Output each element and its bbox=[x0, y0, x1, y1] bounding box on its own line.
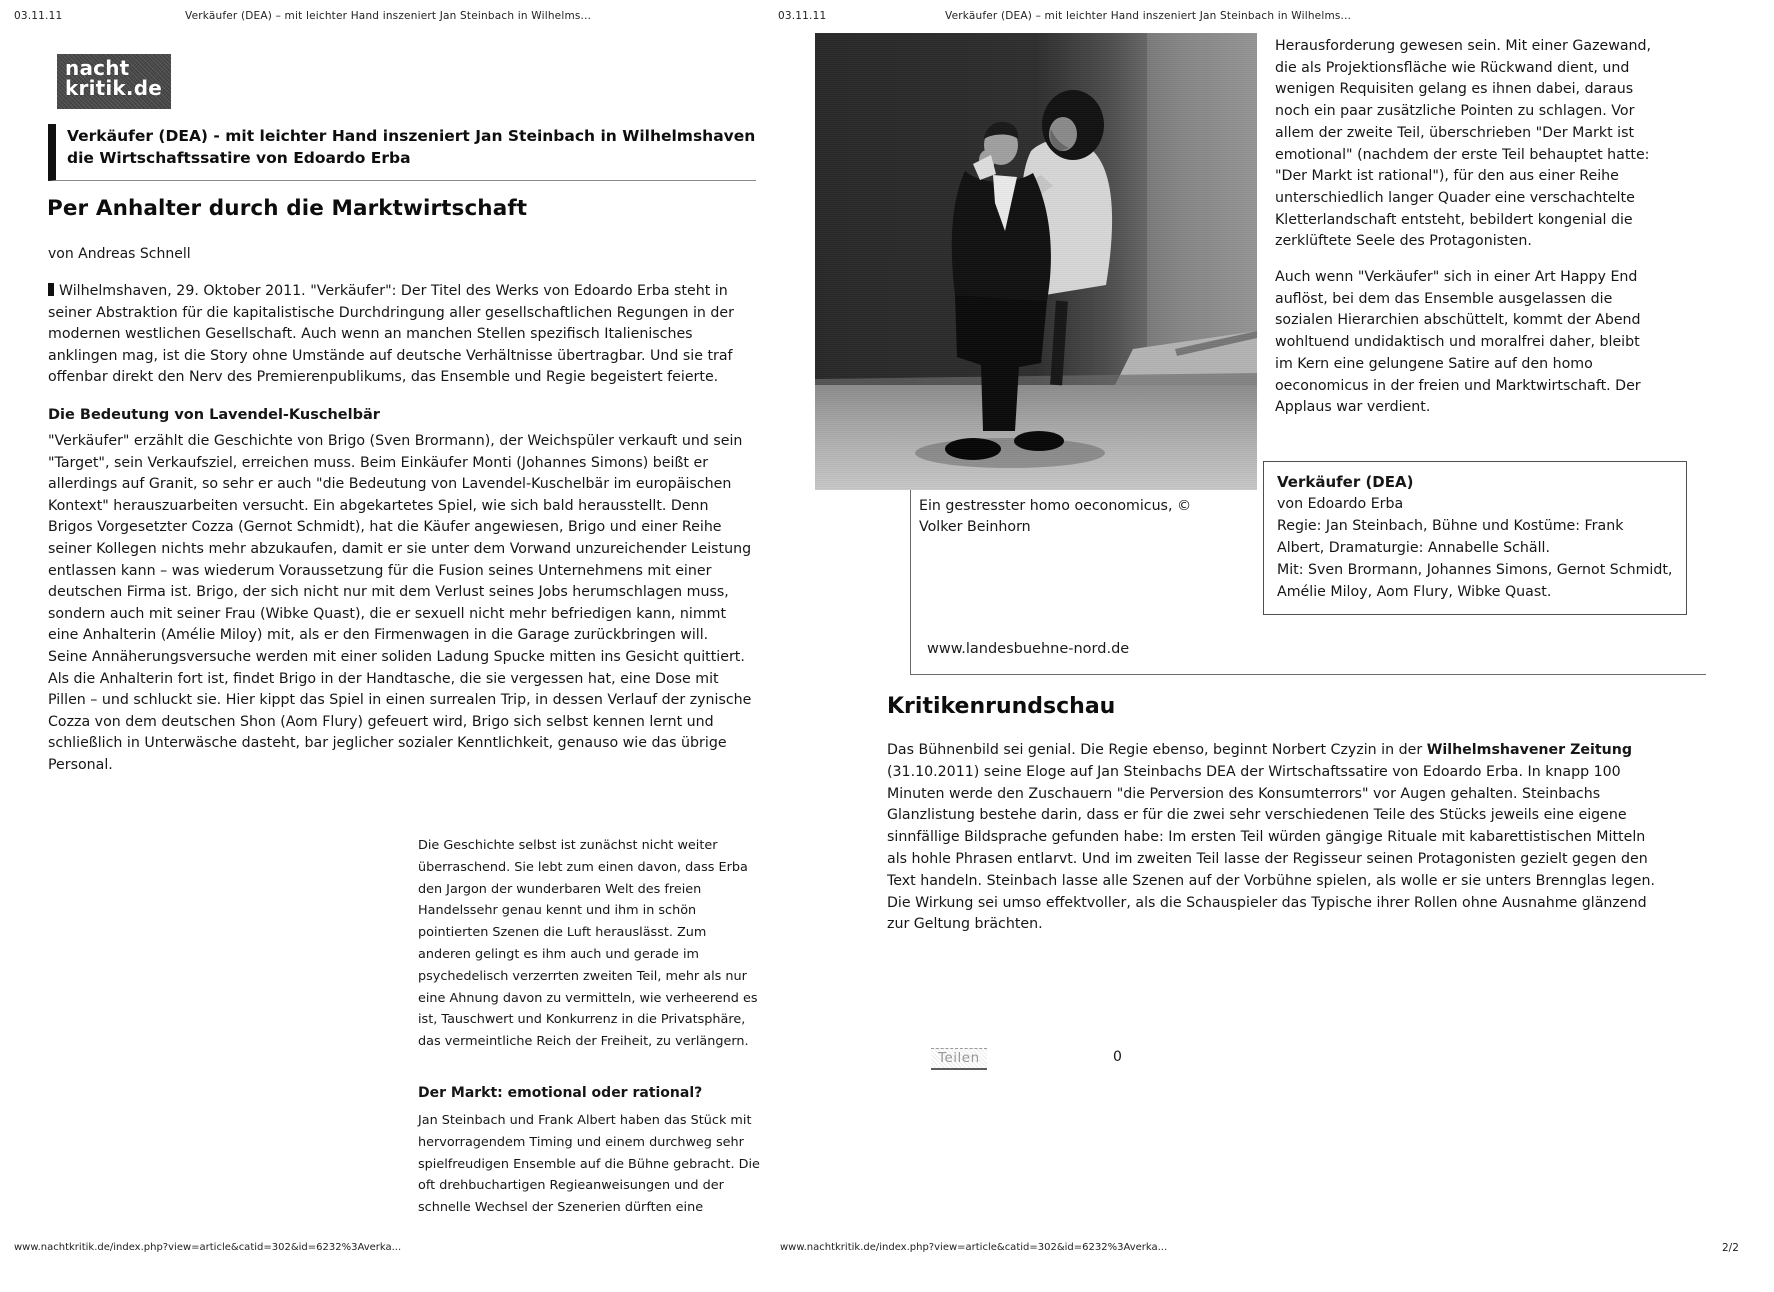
article-kicker: Verkäufer (DEA) - mit leichter Hand inszeniert Jan Steinbach in Wilhelmshaven die Wirtschaftssatire von Edoardo Erba bbox=[48, 124, 756, 181]
photo-caption: Ein gestresster homo oeconomicus, © Volker Beinhorn bbox=[919, 498, 1192, 535]
press-review-intro: Das Bühnenbild sei genial. Die Regie ebenso, beginnt Norbert Czyzin in der bbox=[887, 742, 1427, 758]
header-doc-title: Verkäufer (DEA) – mit leichter Hand inszeniert Jan Steinbach in Wilhelms... bbox=[945, 10, 1352, 22]
analysis-paragraph: Die Geschichte selbst ist zunächst nicht weiter überraschend. Sie lebt zum einen davon, dass Erba den Jargon der wunderbaren Welt des freien Handelssehr genau kennt und ihm in schön pointierten Szenen die Luft herauslässt. Zum anderen gelingt es ihm auch und gerade im psychedelisch verzerrten zweiten Teil, mehr als nur eine Ahnung davon zu vermitteln, wie verheerend es ist, Tauschwert und Konkurrenz in die Privatsphäre, das vermeintliche Reich der Freiheit, zu verlängern. bbox=[418, 838, 758, 1050]
nachtkritik-logo bbox=[57, 54, 171, 109]
page-number: 2/2 bbox=[1722, 1242, 1739, 1254]
press-review-paragraph bbox=[887, 740, 1667, 936]
infobox-credits: Regie: Jan Steinbach, Bühne und Kostüme: Frank Albert, Dramaturgie: Annabelle Schäll. bbox=[1277, 518, 1624, 556]
paragraph-marker bbox=[48, 283, 54, 296]
production-photo bbox=[815, 33, 1257, 490]
logo-line-1: nacht bbox=[65, 56, 130, 80]
section-heading-markt: Der Markt: emotional oder rational? bbox=[418, 1085, 703, 1101]
share-button[interactable]: Teilen bbox=[931, 1048, 987, 1070]
header-doc-title: Verkäufer (DEA) – mit leichter Hand inszeniert Jan Steinbach in Wilhelms... bbox=[185, 10, 592, 22]
theatre-link[interactable]: www.landesbuehne-nord.de bbox=[927, 641, 1130, 657]
header-date: 03.11.11 bbox=[778, 10, 827, 22]
infobox-cast: Mit: Sven Brormann, Johannes Simons, Gernot Schmidt, Amélie Miloy, Aom Flury, Wibke Quast. bbox=[1277, 562, 1673, 600]
share-count: 0 bbox=[1113, 1049, 1122, 1065]
lead-paragraph-text: Wilhelmshaven, 29. Oktober 2011. "Verkäufer": Der Titel des Werks von Edoardo Erba steht in seiner Abstraktion für die kapitalistische Durchdringung aller gesellschaftlichen Regungen in der modernen westlichen Gesellschaft. Auch wenn an manchen Stellen spezifisch Italienisches anklingen mag, ist die Story ohne Umstände auf deutsche Verhältnisse übertragbar. Und sie traf offenbar direkt den Nerv des Premierenpublikums, das Ensemble und Regie begeistert feierte. bbox=[48, 283, 734, 386]
review-column bbox=[1275, 36, 1661, 419]
footer-url: www.nachtkritik.de/index.php?view=article&catid=302&id=6232%3Averka... bbox=[14, 1242, 402, 1253]
press-review-source: Wilhelmshavener Zeitung bbox=[1426, 742, 1633, 758]
production-infobox bbox=[1263, 461, 1687, 615]
section-title-kritikenrundschau: Kritikenrundschau bbox=[887, 694, 1116, 719]
footer-url: www.nachtkritik.de/index.php?view=article&catid=302&id=6232%3Averka... bbox=[780, 1242, 1168, 1253]
infobox-author: von Edoardo Erba bbox=[1277, 496, 1404, 512]
staging-paragraph: Jan Steinbach und Frank Albert haben das Stück mit hervorragendem Timing und einem durchweg sehr spielfreudigen Ensemble auf die Bühne gebracht. Die oft drehbuchartigen Regieanweisungen und der schnelle Wechsel der Szenerien dürften eine bbox=[418, 1113, 760, 1216]
story-paragraph: "Verkäufer" erzählt die Geschichte von Brigo (Sven Brormann), der Weichspüler verkauft und sein "Target", sein Verkaufsziel, erreichen muss. Beim Einkäufer Monti (Johannes Simons) beißt er allerdings auf Granit, so sehr er auch "die Bedeutung von Lavendel-Kuschelbär im europäischen Kontext" herauszuarbeiten versucht. Ein abgekartetes Spiel, wie sich bald herausstellt. Denn Brigos Vorgesetzter Cozza (Gernot Schmidt), hat die Käufer angewiesen, Brigo und einer Reihe seiner Kollegen nichts mehr abzukaufen, damit er sie unter dem Vorwand unzureichender Leistung entlassen kann – was wiederum Voraussetzung für die Fusion seines Unternehmens mit einer deutschen Firma ist. Brigo, der sich nicht nur mit dem Verlust seines Jobs herumschlagen muss, sondern auch mit seiner Frau (Wibke Quast), die er sexuell nicht mehr befriedigen kann, nimmt eine Anhalterin (Amélie Miloy) mit, als er den Firmenwagen in die Garage zurückbringen will. Seine Annäherungsversuche werden mit einer soliden Ladung Spucke mitten ins Gesicht quittiert. Als die Anhalterin fort ist, findet Brigo in der Handtasche, die sie vergessen hat, eine Dose mit Pillen – und schluckt sie. Hier kippt das Spiel in einen surrealen Trip, in dessen Verlauf der zynische Cozza von dem deutschen Shon (Aom Flury) gefeuert wird, Brigo sich selbst kennen lernt und schließlich in Unterwäsche dasteht, bar jeglicher sozialer Kenntlichkeit, genauso wie das übrige Personal. bbox=[48, 433, 752, 773]
byline: von Andreas Schnell bbox=[48, 246, 191, 262]
header-date: 03.11.11 bbox=[14, 10, 63, 22]
page-2 bbox=[778, 0, 1774, 1292]
theatre-scene-illustration bbox=[815, 33, 1257, 490]
lead-paragraph bbox=[48, 281, 752, 389]
logo-line-2: kritik.de bbox=[65, 75, 163, 100]
press-review-rest: (31.10.2011) seine Eloge auf Jan Steinbachs DEA der Wirtschaftssatire von Edoardo Erba. In knapp 100 Minuten werde den Zuschauern "die Perversion des Konsumterrors" vor Augen gehalten. Steinbachs Glanzlistung bestehe darin, dass er für die zwei sehr verschiedenen Teile des Stücks jeweils eine eigene sinnfällige Bildsprache gefunden habe: Im ersten Teil würden gängige Rituale mit kabarettistischen Mitteln als hohle Phrasen entlarvt. Und im zweiten Teil lasse der Regisseur seinen Protagonisten gezielt gegen den Text handeln. Steinbach lasse alle Szenen auf der Vorbühne spielen, als wolle er sie unters Brennglas legen. Die Wirkung sei umso effektvoller, als die Schauspieler das Typische ihrer Rollen ohne Ausnahme glänzend zur Geltung brächten. bbox=[887, 763, 1656, 933]
column-paragraph-2: Auch wenn "Verkäufer" sich in einer Art Happy End auflöst, bei dem das Ensemble ausgelassen die sozialen Hierarchien abschüttelt, kommt der Abend wohltuend undidaktisch und moralfrei daher, bleibt im Kern eine gelungene Satire auf den homo oeconomicus in der freien und Marktwirtschaft. Der Applaus war verdient. bbox=[1275, 269, 1641, 416]
column-paragraph-1: Herausforderung gewesen sein. Mit einer Gazewand, die als Projektionsfläche wie Rückwand dient, und wenigen Requisiten gelang es ihnen dabei, daraus noch ein paar zusätzliche Pointen zu schlagen. Vor allem der zweite Teil, überschrieben "Der Markt ist emotional" (nachdem der erste Teil behauptet hatte: "Der Markt ist rational"), für den aus einer Reihe unterschiedlich langer Quader eine verschachtelte Kletterlandschaft entsteht, bebildert kongenial die zerklüftete Seele des Protagonisten. bbox=[1275, 38, 1652, 250]
section-heading-lavendel: Die Bedeutung von Lavendel-Kuschelbär bbox=[48, 407, 380, 423]
infobox-title: Verkäufer (DEA) bbox=[1277, 473, 1414, 491]
page-1 bbox=[0, 0, 778, 1292]
article-title: Per Anhalter durch die Marktwirtschaft bbox=[47, 196, 528, 221]
